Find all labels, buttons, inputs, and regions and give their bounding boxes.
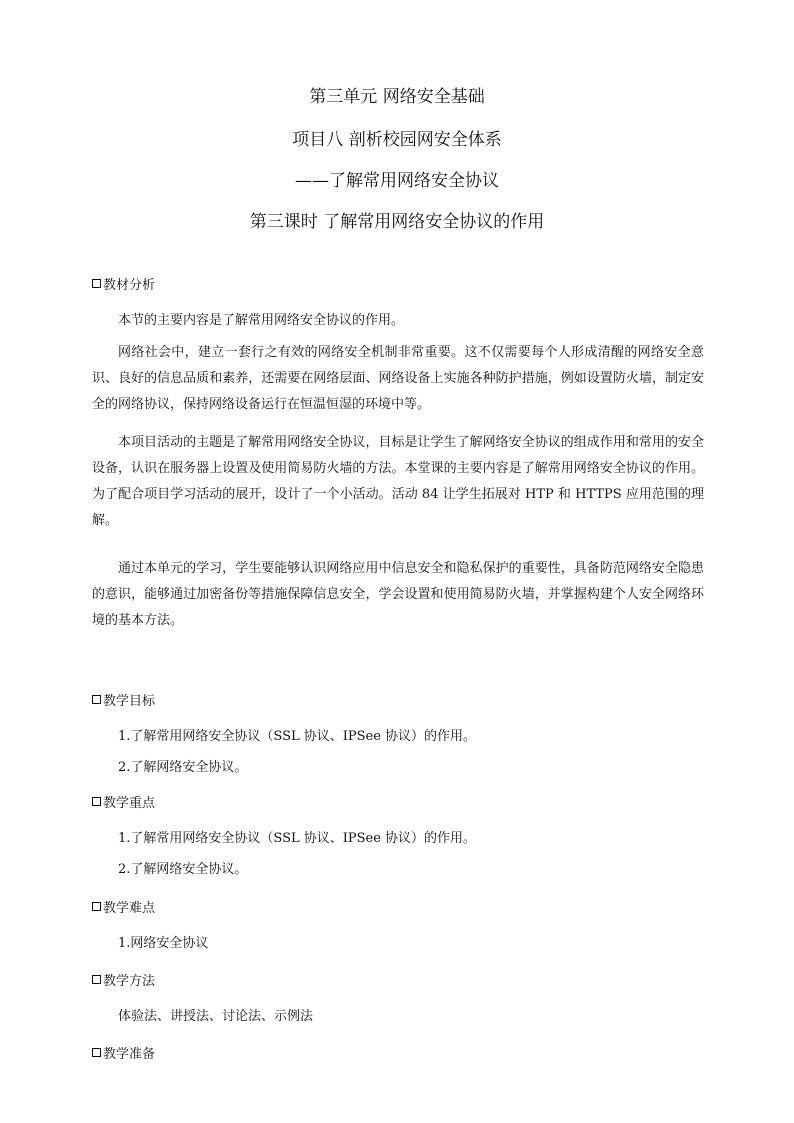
analysis-paragraph-3: 本项目活动的主题是了解常用网络安全协议，目标是让学生了解网络安全协议的组成作用和常用的安全设备，认识在服务器上设置及使用简易防火墙的方法。本堂课的主要内容是了解常用网络安全协议的作用。为了配合项目学习活动的展开，设计了一个小活动。活动 84 让学生拓展对 HTP 和 HTTPS 应用范围的理解。 (92, 435, 704, 528)
section-analysis-heading (92, 277, 155, 295)
unit-title: 第三单元 网络安全基础 (309, 87, 485, 107)
checkbox-bullet-icon (92, 975, 101, 984)
goal-item-1: 1.了解常用网络安全协议（SSL 协议、IPSee 协议）的作用。 (118, 729, 477, 744)
analysis-paragraph-2: 网络社会中，建立一套行之有效的网络安全机制非常重要。这不仅需要每个人形成清醒的网络安全意识、良好的信息品质和素养，还需要在网络层面、网络设备上实施各种防护措施，例如设置防火墙，制定安全的网络协议，保持网络设备运行在恒温恒湿的环境中等。 (92, 345, 704, 412)
goal-item-2: 2.了解网络安全协议。 (118, 760, 248, 775)
checkbox-bullet-icon (92, 695, 101, 704)
project-title: 项目八 剖析校园网安全体系 (292, 130, 502, 150)
checkbox-bullet-icon (92, 902, 101, 911)
section-heading-text: 教材分析 (103, 278, 156, 293)
section-key-points-heading (92, 795, 155, 813)
checkbox-bullet-icon (92, 797, 101, 806)
section-heading-text: 教学准备 (103, 1047, 156, 1062)
analysis-paragraph-1: 本节的主要内容是了解常用网络安全协议的作用。 (118, 313, 405, 328)
section-heading-text: 教学重点 (103, 796, 156, 811)
difficulty-item-1: 1.网络安全协议 (118, 936, 209, 951)
section-heading-text: 教学方法 (103, 974, 156, 989)
analysis-paragraph-4: 通过本单元的学习，学生要能够认识网络应用中信息安全和隐私保护的重要性，具备防范网络安全隐患的意识，能够通过加密备份等措施保障信息安全，学会设置和使用简易防火墙，并掌握构建个人安全网络环境的基本方法。 (92, 561, 704, 628)
subtitle: ——了解常用网络安全协议 (295, 171, 499, 191)
section-methods-heading (92, 973, 155, 991)
section-heading-text: 教学目标 (103, 694, 156, 709)
section-preparation-heading (92, 1046, 155, 1064)
method-item-1: 体验法、讲授法、讨论法、示例法 (118, 1009, 314, 1024)
key-point-item-1: 1.了解常用网络安全协议（SSL 协议、IPSee 协议）的作用。 (118, 831, 477, 846)
section-difficulties-heading (92, 900, 155, 918)
key-point-item-2: 2.了解网络安全协议。 (118, 862, 248, 877)
section-heading-text: 教学难点 (103, 901, 156, 916)
section-goals-heading (92, 693, 155, 711)
checkbox-bullet-icon (92, 1048, 101, 1057)
lesson-title: 第三课时 了解常用网络安全协议的作用 (249, 212, 545, 232)
checkbox-bullet-icon (92, 279, 101, 288)
